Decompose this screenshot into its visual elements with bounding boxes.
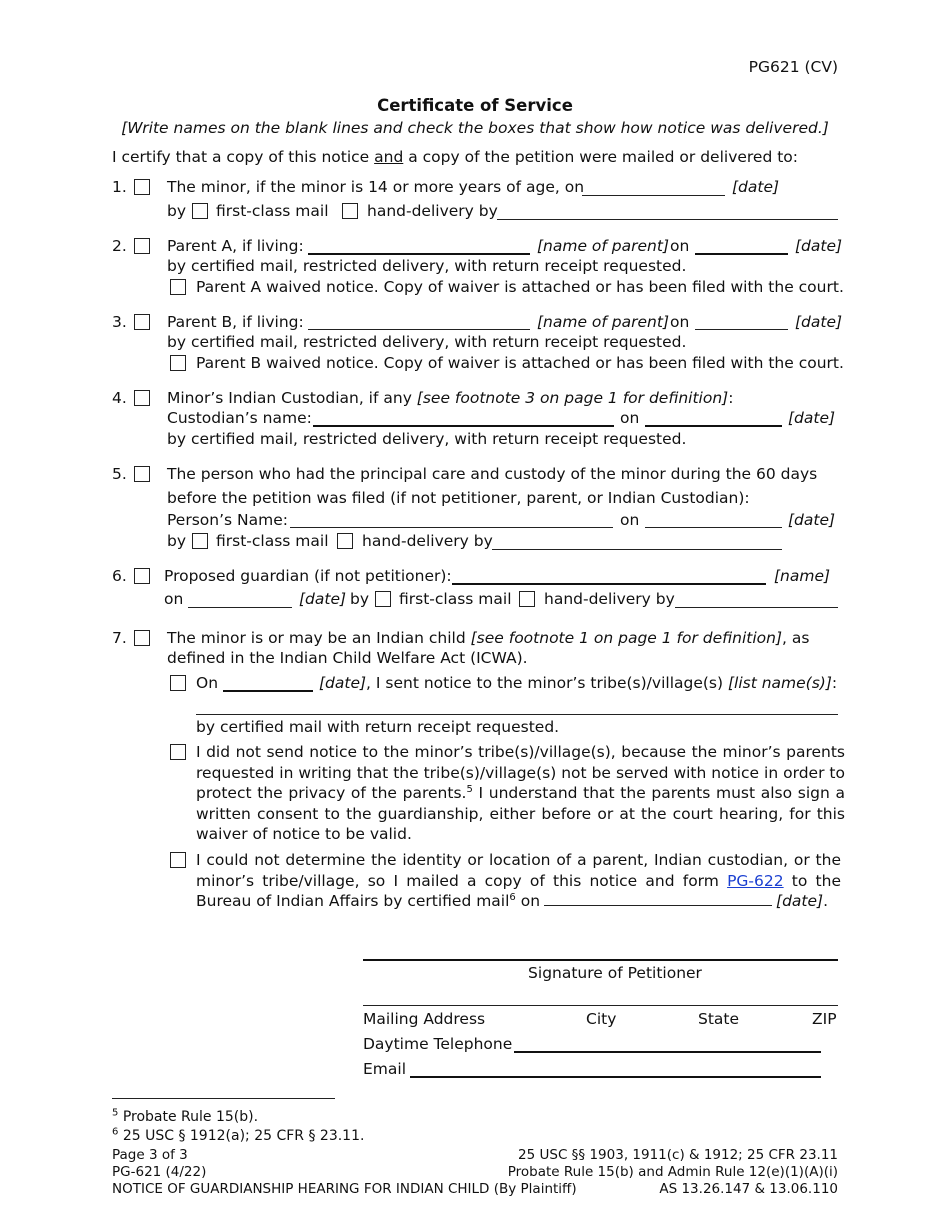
- hand-delivery-label: hand-delivery by: [544, 590, 675, 608]
- parent-a-date-field[interactable]: [695, 253, 788, 255]
- item6-checkbox[interactable]: [134, 568, 150, 584]
- item-number: 4.: [112, 389, 127, 407]
- parent-b-waived-text: Parent B waived notice. Copy of waiver is attached or has been filed with the court.: [196, 354, 844, 372]
- date-label: [date]: [299, 590, 347, 608]
- date-label: [date]: [795, 313, 843, 331]
- signature-line[interactable]: [363, 959, 838, 961]
- email-field[interactable]: [410, 1076, 821, 1078]
- form-code: PG621 (CV): [748, 58, 838, 76]
- certified-text: by certified mail, restricted delivery, with return receipt requested.: [167, 333, 687, 351]
- item1-hand-delivery-checkbox[interactable]: [342, 203, 358, 219]
- on-label: on: [164, 590, 184, 608]
- item-number: 6.: [112, 567, 127, 585]
- item5-checkbox[interactable]: [134, 466, 150, 482]
- form-revision: PG-621 (4/22): [112, 1164, 207, 1180]
- bia-date-field[interactable]: [544, 891, 772, 906]
- on-label: on: [620, 511, 640, 529]
- item2-checkbox[interactable]: [134, 238, 150, 254]
- footnote-5: $^5$ Probate Rule 15(b).: [112, 1107, 259, 1125]
- item1-date-field[interactable]: [582, 195, 725, 196]
- mailing-address-line[interactable]: [363, 1005, 838, 1006]
- item7-could-not-determine-text: I could not determine the identity or location of a parent, Indian custodian, or the minor’s tribe/village, so I mailed a copy of this notice and form PG-622 to the Bureau of Indian Affairs by certified mail$^6$ on [date].: [196, 851, 841, 911]
- item5-hand-delivery-field[interactable]: [492, 549, 782, 550]
- person-name-field[interactable]: [290, 527, 613, 528]
- instructions: [Write names on the blank lines and check the boxes that show how notice was delivered.]: [121, 119, 829, 137]
- guardian-name-field[interactable]: [452, 583, 766, 585]
- item6-first-class-checkbox[interactable]: [375, 591, 391, 607]
- item5-text-line2: before the petition was filed (if not petitioner, parent, or Indian Custodian):: [167, 489, 750, 507]
- item4-checkbox[interactable]: [134, 390, 150, 406]
- page-number: Page 3 of 3: [112, 1147, 188, 1163]
- item1-hand-delivery-field[interactable]: [497, 219, 838, 220]
- item1-first-class-checkbox[interactable]: [192, 203, 208, 219]
- hand-delivery-label: hand-delivery by: [362, 532, 493, 550]
- item-number: 1.: [112, 178, 127, 196]
- item2-text: Parent A, if living:: [167, 237, 304, 255]
- item5-first-class-checkbox[interactable]: [192, 533, 208, 549]
- state-label: State: [698, 1010, 740, 1028]
- footnote-ref: 6: [509, 892, 516, 904]
- parent-b-waived-checkbox[interactable]: [170, 355, 186, 371]
- intro-text: I certify that a copy of this notice and a copy of the petition were mailed or delivered to:: [112, 148, 799, 166]
- certified-text: by certified mail, restricted delivery, with return receipt requested.: [167, 430, 687, 448]
- person-date-field[interactable]: [645, 527, 782, 528]
- person-name-label: Person’s Name:: [167, 511, 288, 529]
- daytime-telephone-label: Daytime Telephone: [363, 1035, 513, 1053]
- by-label: by: [167, 532, 187, 550]
- item7-notice-sent-checkbox[interactable]: [170, 675, 186, 691]
- date-label: [date]: [788, 511, 836, 529]
- item7-not-sent-text: I did not send notice to the minor’s tribe(s)/village(s), because the minor’s parents requested in writing that the tribe(s)/village(s) not be served with notice in order to protect the privacy of the parents.$^5$ I understand that the parents must also sign a written consent to the guardianship, either before or at the court hearing, for this waiver of notice to be valid.: [196, 743, 845, 844]
- hand-delivery-label: hand-delivery by: [367, 202, 498, 220]
- parent-a-name-field[interactable]: [308, 253, 530, 255]
- item5-text-line1: The person who had the principal care and custody of the minor during the 60 days: [167, 465, 818, 483]
- footnote-6: $^6$ 25 USC § 1912(a); 25 CFR § 23.11.: [112, 1126, 365, 1144]
- first-class-label: first-class mail: [216, 532, 329, 550]
- first-class-label: first-class mail: [399, 590, 512, 608]
- by-label: by: [167, 202, 187, 220]
- signature-label: Signature of Petitioner: [528, 964, 702, 982]
- item6-hand-delivery-field[interactable]: [675, 607, 838, 608]
- item3-text: Parent B, if living:: [167, 313, 304, 331]
- item-number: 7.: [112, 629, 127, 647]
- item7-could-not-determine-checkbox[interactable]: [170, 852, 186, 868]
- legal-citation-1: 25 USC §§ 1903, 1911(c) & 1912; 25 CFR 23.11: [518, 1147, 838, 1163]
- footnote-ref: 5: [466, 784, 473, 796]
- item-number: 3.: [112, 313, 127, 331]
- on-label: on: [670, 237, 690, 255]
- zip-label: ZIP: [812, 1010, 837, 1028]
- item7-text-line2: defined in the Indian Child Welfare Act (ICWA).: [167, 649, 528, 667]
- name-label: [name]: [774, 567, 831, 585]
- item7-checkbox[interactable]: [134, 630, 150, 646]
- item7-not-sent-checkbox[interactable]: [170, 744, 186, 760]
- date-label: [date]: [788, 409, 836, 427]
- legal-citation-3: AS 13.26.147 & 13.06.110: [659, 1181, 838, 1197]
- on-label: on: [620, 409, 640, 427]
- first-class-label: first-class mail: [216, 202, 329, 220]
- item-number: 2.: [112, 237, 127, 255]
- tribe-notice-date-field[interactable]: [223, 690, 313, 692]
- tribe-notice-text: [date], I sent notice to the minor’s tribe(s)/village(s) [list name(s)]:: [319, 674, 838, 692]
- parent-a-waived-text: Parent A waived notice. Copy of waiver is attached or has been filed with the court.: [196, 278, 844, 296]
- on-label: On: [196, 674, 219, 692]
- by-label: by: [350, 590, 370, 608]
- on-label: on: [670, 313, 690, 331]
- legal-citation-2: Probate Rule 15(b) and Admin Rule 12(e)(1)(A)(i): [507, 1164, 838, 1180]
- footnote-divider: [112, 1098, 335, 1099]
- item6-hand-delivery-checkbox[interactable]: [519, 591, 535, 607]
- certified-return-text: by certified mail with return receipt requested.: [196, 718, 560, 736]
- custodian-name-label: Custodian’s name:: [167, 409, 312, 427]
- city-label: City: [586, 1010, 617, 1028]
- certified-text: by certified mail, restricted delivery, with return receipt requested.: [167, 257, 687, 275]
- item1-checkbox[interactable]: [134, 179, 150, 195]
- pg-622-link[interactable]: PG-622: [727, 871, 784, 890]
- item3-checkbox[interactable]: [134, 314, 150, 330]
- parent-b-name-field[interactable]: [308, 329, 530, 330]
- name-of-parent-label: [name of parent]: [537, 313, 669, 331]
- guardian-date-field[interactable]: [188, 607, 292, 608]
- parent-a-waived-checkbox[interactable]: [170, 279, 186, 295]
- mailing-address-label: Mailing Address: [363, 1010, 486, 1028]
- parent-b-date-field[interactable]: [695, 329, 788, 330]
- date-label: [date]: [732, 178, 780, 196]
- daytime-telephone-field[interactable]: [514, 1051, 821, 1053]
- item1-text: The minor, if the minor is 14 or more years of age, on: [167, 178, 585, 196]
- item6-text: Proposed guardian (if not petitioner):: [164, 567, 452, 585]
- page-title: Certificate of Service: [377, 96, 573, 115]
- form-title: NOTICE OF GUARDIANSHIP HEARING FOR INDIAN CHILD (By Plaintiff): [112, 1181, 577, 1197]
- name-of-parent-label: [name of parent]: [537, 237, 669, 255]
- date-label: [date]: [795, 237, 843, 255]
- item-number: 5.: [112, 465, 127, 483]
- item4-text: Minor’s Indian Custodian, if any [see footnote 3 on page 1 for definition]:: [167, 389, 734, 407]
- item7-text: The minor is or may be an Indian child [see footnote 1 on page 1 for definition], as: [167, 629, 810, 647]
- custodian-name-field[interactable]: [313, 425, 614, 427]
- custodian-date-field[interactable]: [645, 425, 782, 427]
- item5-hand-delivery-checkbox[interactable]: [337, 533, 353, 549]
- tribe-names-field[interactable]: [196, 714, 838, 715]
- email-label: Email: [363, 1060, 407, 1078]
